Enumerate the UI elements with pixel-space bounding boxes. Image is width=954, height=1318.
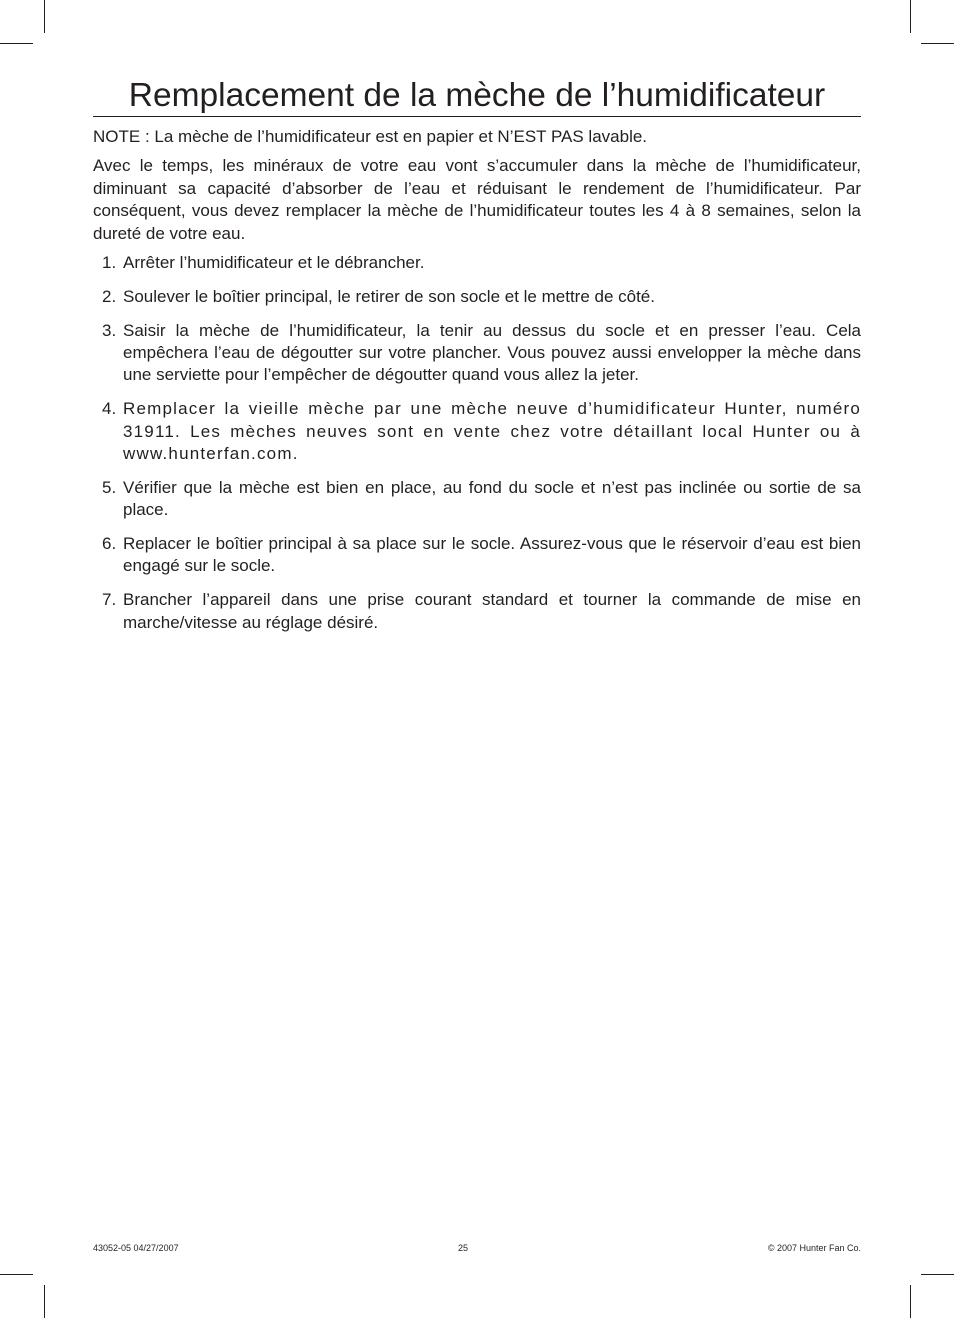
page-number: 25: [458, 1243, 469, 1253]
document-body: [93, 126, 861, 645]
step-number: 6.: [102, 534, 117, 554]
note-paragraph: NOTE : La mèche de l’humidificateur est en papier et N’EST PAS lavable.: [93, 127, 648, 146]
page-title: Remplacement de la mèche de l’humidificateur: [128, 77, 826, 114]
step-text: Replacer le boîtier principal à sa place sur le socle. Assurez-vous que le réservoir d’eau est bien engagé sur le socle.: [123, 534, 861, 576]
step-number: 5.: [102, 477, 117, 497]
step-text: Remplacer la vieille mèche par une mèche neuve d’humidificateur Hunter, numéro 31911. Les mèches neuves sont en vente chez votre détaillant local Hunter ou à www.hunterfan.com.: [123, 399, 861, 464]
step-text: Saisir la mèche de l’humidificateur, la tenir au dessus du socle et en presser l’eau. Cela empêchera l’eau de dégoutter sur votre plancher. Vous pouvez aussi envelopper la mèche dans une serviette pour l’empêcher de dégoutter quand vous allez la jeter.: [123, 320, 861, 385]
crop-mark-top-left-vertical: [44, 0, 45, 33]
copyright-notice: © 2007 Hunter Fan Co.: [767, 1243, 861, 1253]
crop-mark-bottom-right-vertical: [910, 1285, 911, 1318]
crop-mark-bottom-left-horizontal: [0, 1274, 33, 1275]
step-number: 4.: [102, 399, 117, 419]
list-item: [93, 320, 861, 387]
step-text: Brancher l’appareil dans une prise courant standard et tourner la commande de mise en marche/vitesse au réglage désiré.: [123, 590, 861, 632]
step-number: 3.: [102, 320, 117, 340]
list-item: [93, 398, 861, 465]
crop-mark-bottom-right-horizontal: [921, 1274, 954, 1275]
crop-mark-bottom-left-vertical: [44, 1285, 45, 1318]
document-code: 43052-05 04/27/2007: [93, 1243, 179, 1253]
step-text: Soulever le boîtier principal, le retirer de son socle et le mettre de côté.: [123, 286, 655, 306]
crop-mark-top-left-horizontal: [0, 43, 33, 44]
list-item: [93, 477, 861, 522]
list-item: [93, 533, 861, 578]
step-number: 2.: [102, 286, 117, 306]
crop-mark-top-right-vertical: [910, 0, 911, 33]
intro-paragraph: Avec le temps, les minéraux de votre eau vont s’accumuler dans la mèche de l’humidificateur, diminuant sa capacité d’absorber de l’eau et réduisant le rendement de l’humidificateur. Par conséquent, vous devez remplacer la mèche de l’humidificateur toutes les 4 à 8 semaines, selon la dureté de votre eau.: [93, 156, 861, 243]
list-item: [93, 252, 861, 274]
step-text: Vérifier que la mèche est bien en place, au fond du socle et n’est pas inclinée ou sortie de sa place.: [123, 477, 861, 520]
list-item: [93, 286, 861, 308]
step-number: 1.: [102, 253, 117, 273]
crop-mark-top-right-horizontal: [921, 43, 954, 44]
page-title-block: [93, 76, 861, 117]
step-number: 7.: [102, 590, 117, 610]
steps-list: [93, 252, 861, 634]
list-item: [93, 589, 861, 634]
step-text: Arrêter l’humidificateur et le débrancher.: [123, 253, 425, 273]
